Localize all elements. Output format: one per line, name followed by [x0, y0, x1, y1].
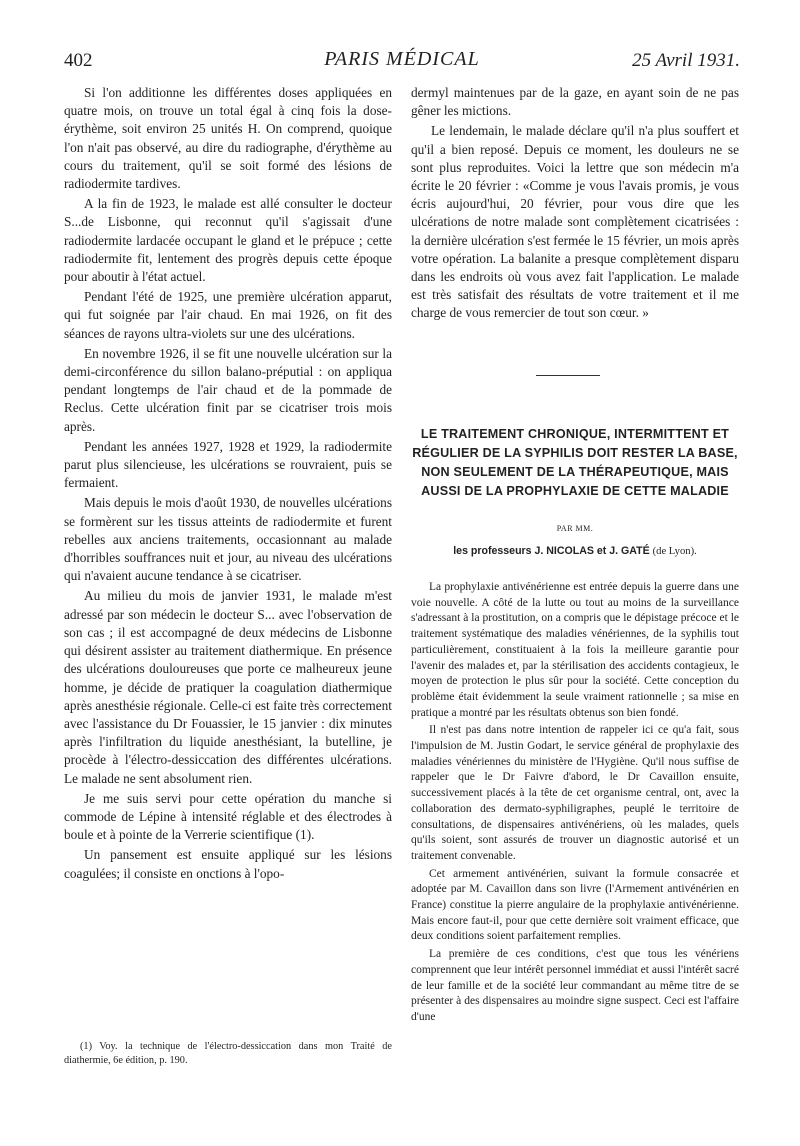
paragraph: Mais depuis le mois d'août 1930, de nouvelles ulcérations se formèrent sur les tissus atteints de radiodermite et furent rebelles aux anciens traitements, occasionnant au malade d'horribles souffrances nuit et jour, au niveau des ulcérations qui n'avaient aucune tendance à se cicatriser. — [64, 495, 392, 584]
paragraph: Au milieu du mois de janvier 1931, le malade m'est adressé par son médecin le docteur S... avec l'observation de son cas ; il est accompagné de deux médecins de Lisbonne qui désirent assister au traitement diathermique. En présence des ulcérations douloureuses que porte ce malheureux jeune homme, je décide de pratiquer la coagulation diathermique après anesthésie régionale. Celle-ci est faite très correctement avec l'assistance du Dr Fouassier, le 15 janvier : dix minutes après l'infiltration du liquide anesthésiant, la butelline, je procède à l'électro-dessiccation des différentes ulcérations. Le malade ne sent absolument rien. — [64, 588, 392, 786]
paragraph: La première de ces conditions, c'est que tous les vénériens comprennent que leur intérêt personnel immédiat et aussi l'intérêt sacré de leur famille et de la société leur commandant au même titre de se présenter à des dispensaires au moindre signe suspect. Ceci est l'affaire d'une — [411, 948, 739, 1023]
article-authors — [411, 545, 739, 557]
paragraph: A la fin de 1923, le malade est allé consulter le docteur S...de Lisbonne, qui reconnut qu'il s'agissait d'une radiodermite lardacée occupant le gland et le prépuce ; cette radiodermite fit, lentement des progrès depuis cette époque pour aboutir à l'état actuel. — [64, 196, 392, 285]
footnote: (1) Voy. la technique de l'électro-dessiccation dans mon Traité de diathermie, 6e édition, p. 190. — [64, 1041, 392, 1066]
byline-prefix: PAR MM. — [556, 524, 594, 533]
paragraph: Il n'est pas dans notre intention de rappeler ici ce qu'a fait, sous l'impulsion de M. Justin Godart, le service général de prophylaxie des maladies vénériennes du ministère de l'Hygiène. Qu'il nous suffise de rappeler que le Dr Faivre d'abord, le Dr Cavaillon ensuite, successivement placés à la tête de cet organisme central, ont, avec la collaboration des dermato-syphiligraphes, peuplé le territoire de consultations, de dispensaires antivénériens, où les malades, quels qu'ils soient, sont assurés de trouver un diagnostic autorisé et un traitement convenable. — [411, 724, 739, 862]
right-column-continuation — [411, 84, 739, 352]
issue-date: 25 Avril 1931. — [632, 50, 740, 71]
author-names: les professeurs J. NICOLAS et J. GATÉ — [453, 545, 650, 557]
section-divider — [536, 375, 600, 376]
paragraph: La prophylaxie antivénérienne est entrée depuis la guerre dans une voie nouvelle. A côté de la lutte ou tout au moins de la surveillance s'adressant à la prostitution, on a compris que le dépistage précoce et le traitement systématique des maladies vénériennes, de la syphilis tout particulièrement, constituaient à la fois la meilleure garantie pour l'avenir des malades et, par la stérilisation des accidents contagieux, le moyen de protection le plus sûr pour la société. Cette conception du problème était évidemment la seule vraiment rationnelle ; sa mise en pratique a montré par les résultats obtenus son bien fondé. — [411, 581, 739, 719]
paragraph: En novembre 1926, il se fit une nouvelle ulcération sur la demi-circonférence du sillon balano-préputial : on appliqua pendant longtemps de l'air chaud et de la pommade de Reclus. Cette ulcération finit par se cicatriser trois mois après. — [64, 345, 392, 434]
article-body — [411, 580, 739, 1100]
left-column — [64, 84, 392, 988]
paragraph: Pendant les années 1927, 1928 et 1929, la radiodermite parut plus silencieuse, les ulcérations se rouvraient, puis se fermaient. — [64, 438, 392, 491]
paragraph: Je me suis servi pour cette opération du manche si commode de Lépine à intensité réglable et des électrodes à boule et à pointe de la Verrerie scientifique (1). — [64, 790, 392, 843]
paragraph: Un pansement est ensuite appliqué sur les lésions coagulées; il consiste en onctions à l'opo- — [64, 847, 392, 881]
page-header — [64, 46, 740, 76]
paragraph: Si l'on additionne les différentes doses appliquées en quatre mois, on trouve un total égal à cinq fois la dose-érythème, soit environ 25 unités H. On comprend, quoique l'on n'ait pas observé, au dire du radiographe, d'érythème au cours du traitement, qu'il se soit formé des lésions de radiodermite tardives. — [64, 85, 392, 192]
paragraph: Pendant l'été de 1925, une première ulcération apparut, qui fut soignée par l'air chaud. En mai 1926, on fit des séances de rayons ultra-violets sur une des ulcérations. — [64, 289, 392, 341]
article-title: LE TRAITEMENT CHRONIQUE, INTERMITTENT ET RÉGULIER DE LA SYPHILIS DOIT RESTER LA BASE, NON SEULEMENT DE LA THÉRAPEUTIQUE, MAIS AUSSI DE LA PROPHYLAXIE DE CETTE MALADIE — [412, 427, 738, 498]
paragraph: Le lendemain, le malade déclare qu'il n'a plus souffert et qu'il a bien reposé. Depuis ce moment, les douleurs ne se sont plus reproduites. Voici la lettre que son médecin m'a écrite le 20 février : «Comme je vous l'avais promis, je vous écris aujourd'hui, 20 février, pour vous dire que les ulcérations de notre malade sont complètement cicatrisées : la dernière ulcération s'est fermée le 15 février, un mois après votre opération. La balanite a presque complètement disparu dans les endroits où vous avez fait l'application. Le malade est très satisfait des résultats de votre traitement et il me charge de vous remercier de tout son cœur. » — [411, 123, 739, 321]
paragraph: dermyl maintenues par de la gaze, en ayant soin de ne pas gêner les mictions. — [411, 85, 739, 119]
left-column-body — [64, 84, 392, 988]
paragraph: Cet armement antivénérien, suivant la formule consacrée et adoptée par M. Cavaillon dans son livre (l'Armement antivénérien en France) constitue la pierre angulaire de la prophylaxie antivénérienne. Mais encore faut-il, pour que cette dernière soit vraiment efficace, que deux conditions soient parfaitement remplies. — [411, 867, 739, 943]
right-column — [411, 84, 739, 352]
author-place: (de Lyon). — [652, 546, 697, 557]
page-number: 402 — [64, 50, 93, 71]
journal-title: PARIS MÉDICAL — [324, 48, 480, 70]
